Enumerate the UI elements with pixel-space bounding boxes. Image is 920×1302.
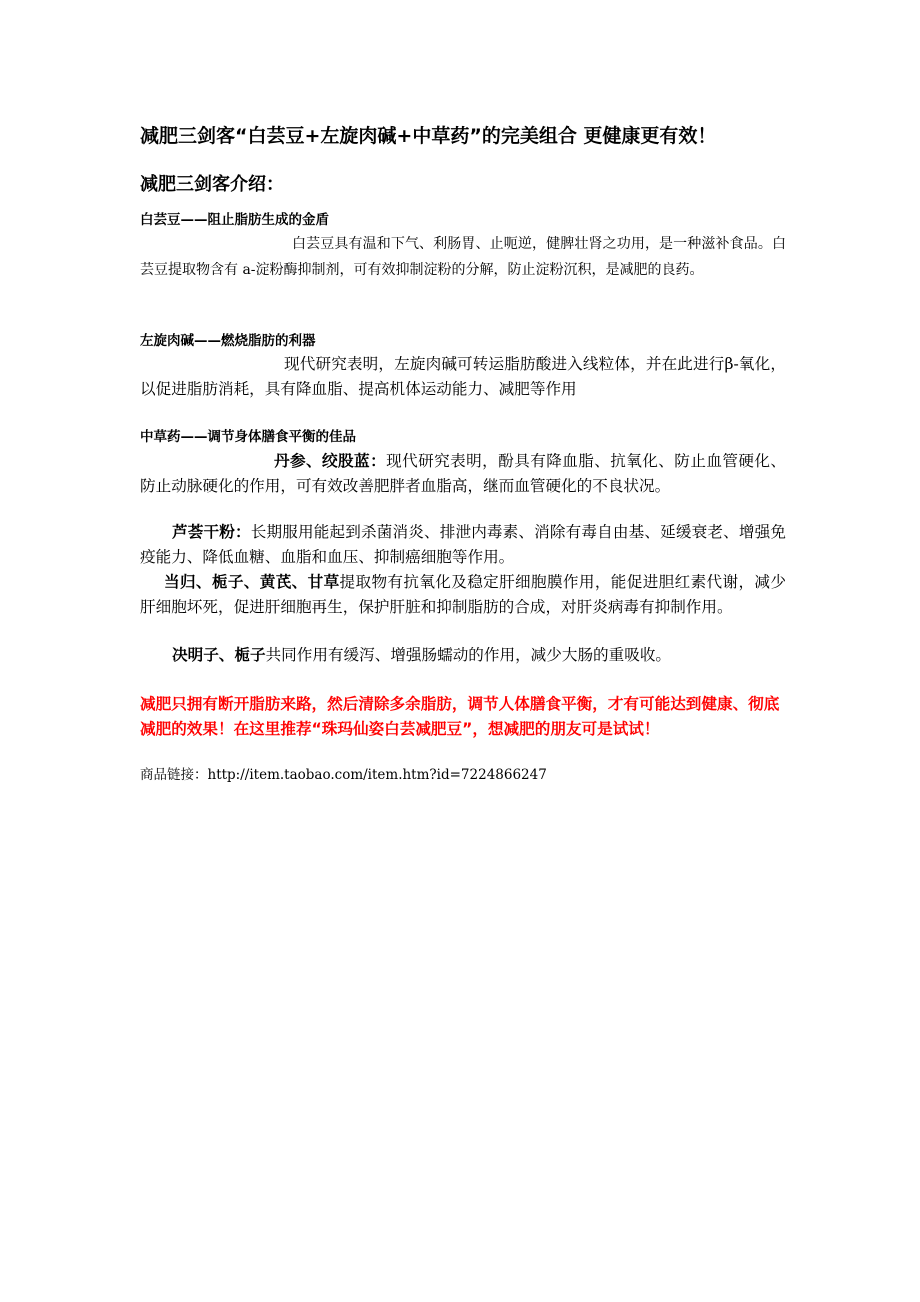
herb-paragraph [140, 520, 786, 570]
product-link-line [140, 764, 547, 786]
section-body-l-carnitine: 现代研究表明，左旋肉碱可转运脂肪酸进入线粒体，并在此进行β-氧化，以促进脂肪消耗，具有降血脂、提高机体运动能力、减肥等作用 [140, 355, 786, 398]
herb-name: 芦荟干粉： [172, 523, 251, 541]
herb-name: 丹参、绞股蓝： [274, 452, 387, 470]
recommendation-text: 减肥只拥有断开脂肪来路，然后清除多余脂肪，调节人体膳食平衡，才有可能达到健康、彻底减肥的效果！在这里推荐“珠玛仙姿白芸减肥豆”，想减肥的朋友可是试试！ [140, 695, 780, 738]
herb-paragraph [140, 570, 786, 620]
product-link-label: 商品链接： [140, 767, 208, 783]
section-heading-white-kidney-bean: 白芸豆——阻止脂肪生成的金盾 [140, 212, 329, 228]
section-heading-l-carnitine: 左旋肉碱——燃烧脂肪的利器 [140, 333, 316, 349]
herb-description: 现代研究表明，酚具有降血脂、抗氧化、防止血管硬化、防止动脉硬化的作用，可有效改善肥胖者血脂高，继而血管硬化的不良状况。 [140, 452, 786, 495]
herb-description: 提取物有抗氧化及稳定肝细胞膜作用，能促进胆红素代谢，减少肝细胞坏死，促进肝细胞再生，保护肝脏和抑制脂肪的合成，对肝炎病毒有抑制作用。 [140, 573, 786, 616]
section-heading-herbal-medicine: 中草药——调节身体膳食平衡的佳品 [140, 429, 356, 445]
herb-paragraph [140, 449, 786, 499]
document-title: 减肥三剑客“白芸豆+左旋肉碱+中草药”的完美组合 更健康更有效！ [140, 125, 717, 147]
herb-name: 决明子、栀子 [172, 646, 266, 664]
intro-heading: 减肥三剑客介绍： [140, 174, 284, 195]
section-body-white-kidney-bean: 白芸豆具有温和下气、利肠胃、止呃逆，健脾壮肾之功用，是一种滋补食品。白芸豆提取物含有 a-淀粉酶抑制剂，可有效抑制淀粉的分解，防止淀粉沉积，是减肥的良药。 [140, 236, 786, 278]
herb-description: 长期服用能起到杀菌消炎、排泄内毒素、消除有毒自由基、延缓衰老、增强免疫能力、降低血糖、血脂和血压、抑制癌细胞等作用。 [140, 523, 786, 566]
product-link-url[interactable]: http://item.taobao.com/item.htm?id=7224866247 [207, 767, 547, 783]
herb-description: 共同作用有缓泻、增强肠蠕动的作用，减少大肠的重吸收。 [265, 646, 672, 664]
herb-name: 当归、栀子、黄芪、甘草 [164, 573, 340, 591]
herb-paragraph [140, 643, 786, 668]
